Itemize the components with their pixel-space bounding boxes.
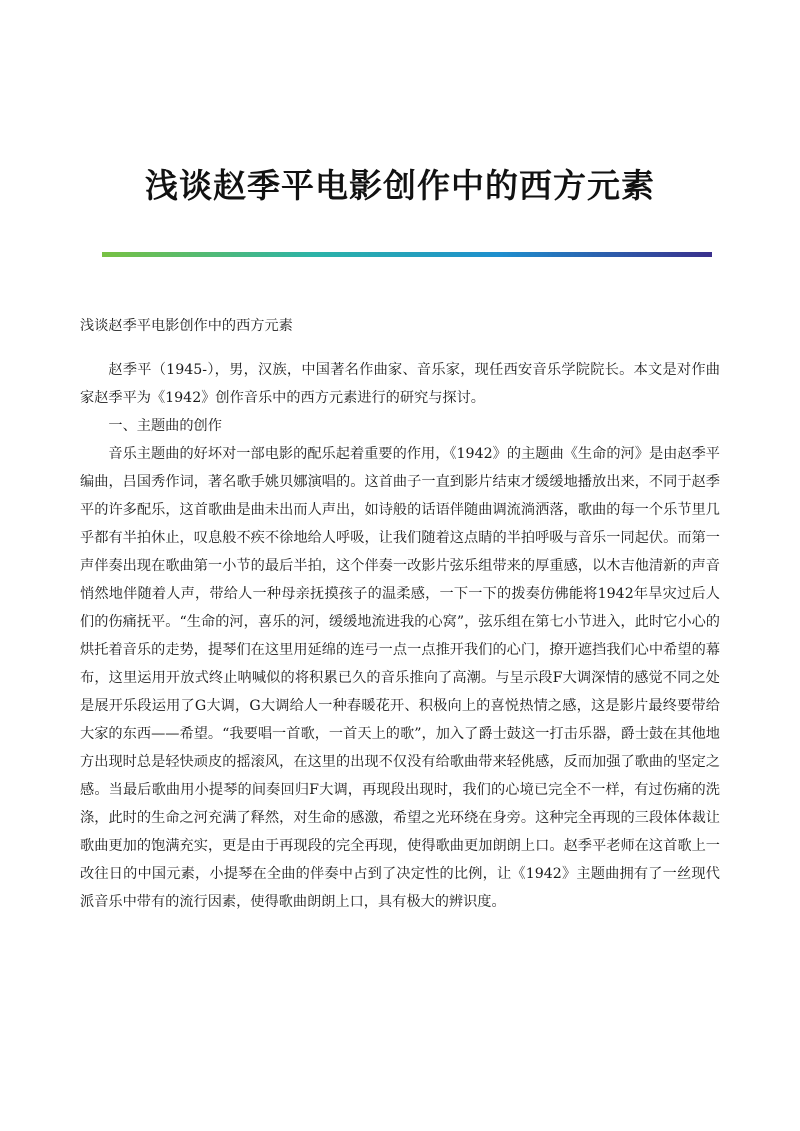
document-title: 浅谈赵季平电影创作中的西方元素 [145, 166, 655, 205]
title-divider [102, 252, 712, 257]
intro-paragraph: 赵季平（1945-），男，汉族，中国著名作曲家、音乐家，现任西安音乐学院院长。本文是对作曲家赵季平为《1942》创作音乐中的西方元素进行的研究与探讨。 [80, 362, 720, 406]
document-subtitle: 浅谈赵季平电影创作中的西方元素 [80, 318, 293, 334]
section-heading: 一、主题曲的创作 [108, 418, 222, 434]
document-body [80, 312, 720, 916]
body-paragraph: 音乐主题曲的好坏对一部电影的配乐起着重要的作用，《1942》的主题曲《生命的河》是由赵季平编曲，吕国秀作词，著名歌手姚贝娜演唱的。这首曲子一直到影片结束才缓缓地播放出来，不同于赵季平的许多配乐，这首歌曲是曲未出而人声出，如诗般的话语伴随曲调流淌洒落，歌曲的每一个乐节里几乎都有半拍休止，叹息般不疾不徐地给人呼吸，让我们随着这点睛的半拍呼吸与音乐一同起伏。而第一声伴奏出现在歌曲第一小节的最后半拍，这个伴奏一改影片弦乐组带来的厚重感，以木吉他清新的声音悄然地伴随着人声，带给人一种母亲抚摸孩子的温柔感，一下一下的拨奏仿佛能将1942年旱灾过后人们的伤痛抚平。“生命的河，喜乐的河，缓缓地流进我的心窝”，弦乐组在第七小节进入，此时它小心的烘托着音乐的走势，提琴们在这里用延绵的连弓一点一点推开我们的心门，撩开遮挡我们心中希望的幕布，这里运用开放式终止呐喊似的将积累已久的音乐推向了高潮。与呈示段F大调深情的感觉不同之处是展开乐段运用了G大调，G大调给人一种春暖花开、积极向上的喜悦热情之感，这是影片最终要带给大家的东西——希望。“我要唱一首歌，一首天上的歌”，加入了爵士鼓这一打击乐器，爵士鼓在其他地方出现时总是轻快顽皮的摇滚风，在这里的出现不仅没有给歌曲带来轻佻感，反而加强了歌曲的坚定之感。当最后歌曲用小提琴的间奏回归F大调，再现段出现时，我们的心境已完全不一样，有过伤痛的洗涤，此时的生命之河充满了释然，对生命的感激，希望之光环绕在身旁。这种完全再现的三段体体裁让歌曲更加的饱满充实，更是由于再现段的完全再现，使得歌曲更加朗朗上口。赵季平老师在这首歌上一改往日的中国元素，小提琴在全曲的伴奏中占到了决定性的比例，让《1942》主题曲拥有了一丝现代派音乐中带有的流行因素，使得歌曲朗朗上口，具有极大的辨识度。 [80, 446, 720, 910]
